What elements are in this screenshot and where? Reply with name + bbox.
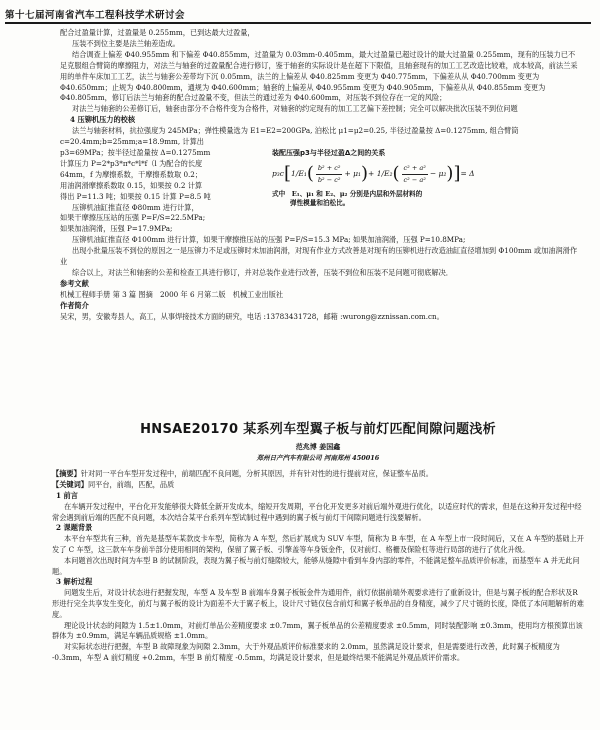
- section-heading: 3 解析过程: [56, 577, 93, 587]
- calc-column: [60, 148, 250, 235]
- keywords-label: 【关键词】: [52, 480, 88, 490]
- article-affiliation: 郑州日产汽车有限公司 河南郑州 450016: [256, 453, 380, 462]
- text-paragraph: 本平台车型共有三种，首先是基型车某款皮卡车型，简称为 A 车型，然后扩展成为 SUV 车型，简称为 B 车型，在 A 车型上市一段时间后，又在 A 车型的基础上开发了 C 车型，这三款车车身前半部分使用相同的架构，保留了翼子板、引擎盖等车身钣金件，仅对前灯、格栅及保险杠等进行局部的进行了优化升级。: [52, 534, 584, 554]
- section-heading: 2 课题背景: [56, 523, 93, 533]
- text-line: 压铆机油缸推直径 Φ100mm 进行计算，如果干摩擦推压站的压强 P=F/S=15.3 MPa; 如果加油润滑，压强 P=10.8MPa;: [72, 235, 466, 245]
- formula-title: 装配压强p3与半径过盈Δ之间的关系: [272, 148, 386, 157]
- text-line: p3=69MPa；按半径过盈量按 Δ=0.1275mm: [60, 147, 211, 157]
- section-heading: 4 压铆机压力的校核: [70, 115, 136, 125]
- text-line: 综合以上，对法兰和轴套的公差和检查工具进行修订，并对总装作业进行改善，压装不到位和压装不足问题可彻底解决．: [72, 267, 453, 277]
- new-article: [52, 422, 584, 664]
- text-paragraph: 本问题首次出现时间为车型 B 的试制阶段，表现为翼子板与前灯缝隙较大，能够从缝隙中看到车身内部的零件，不能满足整车品质评价标准，而基型车 A 并无此问题。: [52, 555, 580, 576]
- keywords: [52, 480, 584, 491]
- previous-article-body: [60, 28, 580, 322]
- article-authors: 范兆博 姜国鑫: [295, 441, 341, 451]
- text-paragraph: 理论设计状态的间隙为 1.5±1.0mm，对前灯单品公差精度要求 ±0.7mm，翼子板单品的公差精度要求 ±0.5mm，同时装配影响 ±0.3mm，使用均方根预算出该群体为 ±0.9mm，满足车辆品质规格 ±1.0mm。: [52, 620, 583, 641]
- author-bio: 吴宋，男，安徽寿县人，高工，从事焊接技术方面的研究，电话 :13783431728，邮箱 :wurong@zznissan.com.cn。: [60, 311, 444, 321]
- text-paragraph: 在车辆开发过程中，平台化开发能够很大降低全新开发成本，缩短开发周期，平台化开发更多对前后端外观进行优化，以适应时代的需求，但是在这种开发过程中经常会遇到前后端的匹配不良问题，本次结合某平台系列车型试制过程中遇到的翼子板与前灯干间隙问题进行浅要解析。: [52, 501, 582, 522]
- text-line: 计算压力 P=2*p3*π*c*l*f（l 为配合的长度: [60, 158, 203, 168]
- page-header: [5, 6, 591, 24]
- calc-and-formula: [60, 148, 580, 235]
- abstract-text: 针对同一平台车型开发过程中，前端匹配不良问题，分析其原因，并有针对性的进行提前对应，保证整车品质。: [80, 469, 433, 479]
- text-line: 压铆机油缸推直径 Φ80mm 进行计算，: [72, 202, 199, 212]
- keywords-text: 同平台，前端，匹配，品质: [87, 480, 175, 490]
- pressure-formula: p₃c [ 1/E₁ ( $\frac{\text{b² + c²}}{\text{b² − c²}}$ + μ₁ ) + 1/E₂ ( $\frac{\text{c² + a²}}{\text{c² − a²}}$ − μ₂ ) ] = Δ: [272, 163, 475, 185]
- text-line: 64mm，f 为摩擦系数，干摩擦系数取 0.2；: [60, 169, 203, 179]
- text-line: 用油润滑摩擦系数取 0.15，如果按 0.2 计算: [60, 180, 203, 190]
- formula-box: [250, 148, 580, 235]
- text-line: 如果干摩擦压压站的压强 P=F/S=22.5MPa;: [60, 213, 206, 223]
- header-title: 第十七届河南省汽车工程科技学术研讨会: [5, 10, 186, 21]
- reference-item: 机械工程师手册 第 3 篇 图摘 2000 年 6 月第二版 机械工业出版社: [60, 289, 284, 299]
- text-line: 压装不到位主要是法兰轴差造成。: [72, 38, 180, 48]
- text-line: 得出 P=11.3 吨；如果按 0.15 计算 P=8.5 吨: [60, 191, 211, 201]
- text-paragraph: 结合调查上偏差 Φ40.955mm 和下偏差 Φ40.855mm，过盈量为 0.03mm-0.405mm，最大过盈量已超过设计的最大过盈量 0.255mm，现有的压装力已不足克服组合臂筒的摩擦阻力，对法兰与轴套的过盈量配合进行修订，鉴于轴套的实际设计是在超下下限值，且轴套现有的加工工艺改造比较难，成本较高，前法兰采用的单件车床加工工艺，法兰与轴套公差带均下沉 0.05mm，法兰的上偏差从 Φ40.825mm 变更为 Φ40.775mm，下偏差从从 Φ40.700mm 变更为 Φ40.650mm；止规为 Φ40.800mm，通规为 Φ40.600mm；轴套的上偏差从 Φ40.955mm 变更为 Φ40.905mm，下偏差从从 Φ40.855mm 变更为 Φ40.805mm，修订后法兰与轴套的配合过盈量不变，但法兰的通过差为 Φ40.600mm，对压装不到位存在一定的风险；: [60, 49, 578, 103]
- article-title: HNSAE20170 某系列车型翼子板与前灯匹配间隙问题浅析: [140, 422, 496, 437]
- formula-note: 弹性模量和泊松比。: [290, 199, 350, 208]
- text-line: 如果加油润滑，压强 P=17.9MPa;: [60, 224, 173, 234]
- abstract: [52, 469, 584, 480]
- abstract-label: 【摘要】: [52, 469, 81, 479]
- text-paragraph: 法兰与轴套材料，抗拉强度为 245MPa；弹性模量选为 E1=E2=200GPa, 泊松比 μ1=μ2=0.25, 半径过盈量按 Δ=0.1275mm, 组合臂筒 c=20.4mm;b=25mm;a=18.9mm, 计算出: [60, 126, 519, 147]
- text-paragraph: 对实际状态进行把握，车型 B 故障现象为间隙 2.3mm，大于外观品质评价标准要求的 2.0mm，虽然满足设计要求，但是需要进行改善，此时翼子板精度为 -0.3mm，车型 A 前灯精度 +0.2mm，车型 B 前灯精度 -0.5mm，均满足设计要求，但是最终结果不能满足外观品质评价需求。: [52, 642, 560, 662]
- text-paragraph: 出现小批量压装不到位的原因之一是压铆力不足或压铆时未加油润滑，对现有作业方式改善是对现有的压铆机进行改造油缸直径增加到 Φ100mm 或加油润滑作业: [60, 246, 578, 267]
- section-heading: 1 前言: [56, 490, 78, 500]
- author-bio-heading: 作者简介: [60, 300, 89, 310]
- references-heading: 参考文献: [60, 278, 89, 288]
- text-paragraph: 问题发生后，对设计状态进行把握发现，车型 A 及车型 B 前端车身翼子板钣金件为通用件，前灯依据前端外观要求进行了重新设计，但是与翼子板的配合形状及R形进行完全共享发生变化，前灯与翼子板的设计为面差不大于翼子板上，设计尺寸链仅包含前灯和翼子板单品的自身精度，减少了尺寸链的长度，降低了本问题解析的难度。: [52, 588, 584, 619]
- formula-note: 式中 E₁、μ₁ 和 E₂、μ₂ 分别是内层和外层材料的: [272, 189, 423, 198]
- text-line: 配合过盈量计算，过盈量是 0.255mm，已到达最大过盈量，: [60, 28, 255, 37]
- text-paragraph: 对法兰与轴套的公差修订后，轴套由部分不合格件变为合格件，对轴套的约定现有的加工工艺偏下差控制；完全可以解决批次压装不到位问题: [72, 104, 518, 114]
